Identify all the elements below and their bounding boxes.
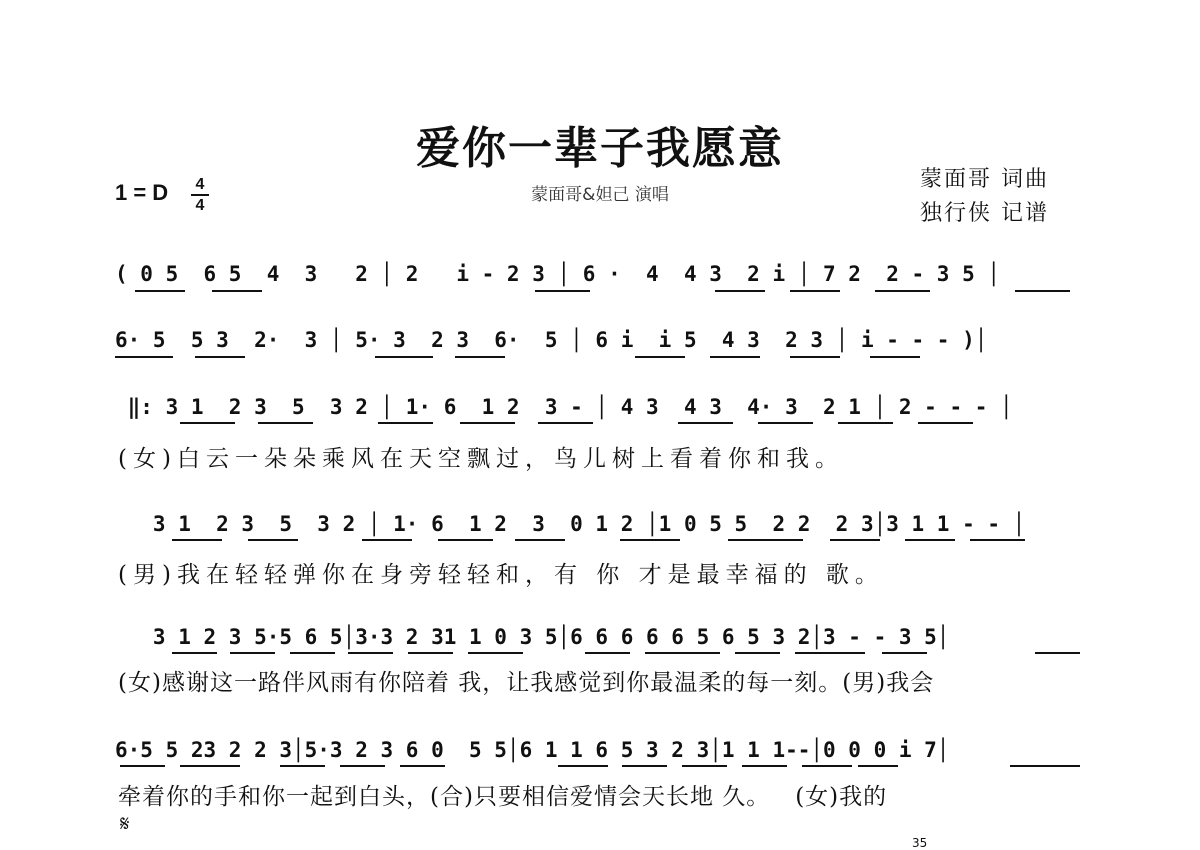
measure-number: 35 [912,836,928,850]
beam [795,652,865,654]
beam [882,652,927,654]
beam [378,422,433,424]
lyrics-verse-2: (男)我在轻轻弹你在身旁轻轻和，有 你 才是最幸福的 歌。 [118,562,884,588]
lyrics-verse-3: (女)感谢这一路伴风雨有你陪着 我，让我感觉到你最温柔的每一刻。(男)我会 [118,670,935,696]
score-intro-line-2: 6· 5 5 3 2· 3 │ 5· 3 2 3 6· 5 │ 6 i i 5 4 3 2 3 │ i - - - )│ [115,328,988,352]
beam [455,356,505,358]
lyrics-verse-1: (女)白云一朵朵乘风在天空飘过，鸟儿树上看着你和我。 [118,446,844,472]
beam [538,422,593,424]
beam [348,652,393,654]
time-signature-bottom: 4 [195,197,205,214]
beam [710,356,760,358]
beam [682,765,727,767]
beam [1010,765,1080,767]
time-signature [188,176,212,214]
beam [735,652,780,654]
beam [758,422,813,424]
beam [468,652,523,654]
beam [280,765,325,767]
beam [790,290,840,292]
beam [362,539,412,541]
beam [195,356,245,358]
segno-sign: 𝄋 [120,812,130,837]
song-title: 爱你一辈子我愿意 [416,123,784,174]
beam [790,356,840,358]
lyrics-verse-4: 牵着你的手和你一起到白头，(合)只要相信爱情会天长地 久。 (女)我的 [118,784,888,810]
beam [830,539,880,541]
beam [875,290,930,292]
beam [172,539,222,541]
key-signature: 1 = D [115,180,169,205]
beam [290,652,335,654]
beam [1035,652,1080,654]
beam [408,652,453,654]
beam [115,356,173,358]
beam [172,652,217,654]
beam [622,765,667,767]
beam [742,765,787,767]
beam [858,765,898,767]
beam [340,765,385,767]
beam [585,652,630,654]
beam [558,765,608,767]
beam [248,539,298,541]
beam [970,539,1025,541]
score-intro-line-1: ( 0 5 6 5 4 3 2 │ 2 i - 2 3 │ 6 · 4 4 3 2 i │ 7 2 2 - 3 5 │ [115,262,1001,286]
lyrics-music-credit: 蒙面哥 词曲 [920,167,1049,192]
beam [135,290,185,292]
beam [905,539,955,541]
beam [802,765,852,767]
beam [620,539,680,541]
score-verse-4-notes: 6·5 5 23 2 2 3│5·3 2 3 6 0 5 5│6 1 1 6 5 3 2 3│1 1 1--│0 0 0 i 7│ [115,738,950,762]
beam [728,539,803,541]
beam [375,356,433,358]
score-verse-3-notes: 3 1 2 3 5·5 6 5│3·3 2 31 1 0 3 5│6 6 6 6 6 5 6 5 3 2│3 - - 3 5│ [115,625,950,649]
beam [870,356,920,358]
beam [180,422,235,424]
beam [515,539,565,541]
beam [212,290,262,292]
beam [120,765,165,767]
transcriber-credit: 独行侠 记谱 [920,201,1049,226]
beam [460,422,515,424]
beam [230,652,275,654]
beam [535,290,590,292]
beam [438,539,493,541]
beam [258,422,313,424]
beam [715,290,765,292]
beam [838,422,893,424]
beam [645,652,720,654]
time-signature-divider [191,194,209,196]
beam [678,422,733,424]
beam [918,422,973,424]
singers: 蒙面哥&妲己 演唱 [531,185,669,205]
time-signature-top: 4 [195,176,205,193]
score-verse-2-notes: 3 1 2 3 5 3 2 │ 1· 6 1 2 3 0 1 2 │1 0 5 5 2 2 2 3│3 1 1 - - │ [115,512,1026,536]
beam [635,356,685,358]
score-verse-1-notes: ‖: 3 1 2 3 5 3 2 │ 1· 6 1 2 3 - │ 4 3 4 3 4· 3 2 1 │ 2 - - - │ [115,395,1013,419]
beam [1015,290,1070,292]
beam [400,765,445,767]
beam [180,765,240,767]
